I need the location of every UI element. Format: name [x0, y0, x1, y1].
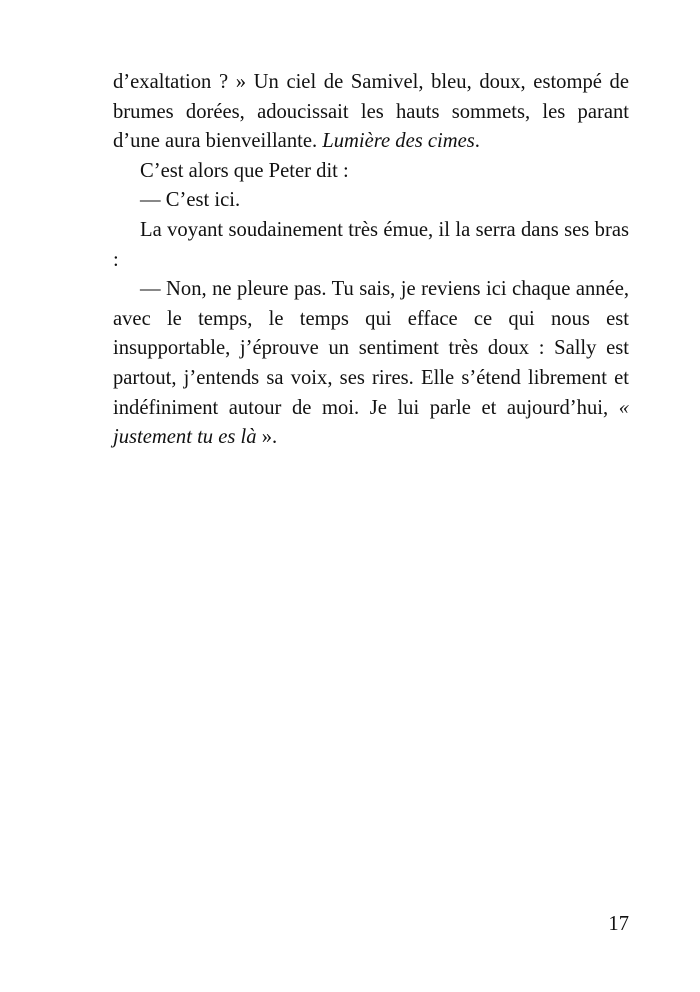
paragraph-2	[113, 157, 629, 187]
paragraph-1-text-b: .	[474, 130, 480, 153]
paragraph-5	[113, 275, 629, 453]
paragraph-5-text-b: ».	[256, 426, 278, 449]
page-number: 17	[608, 913, 629, 935]
paragraph-1-text-a: d’exaltation ? » Un ciel de Samivel, bleu, doux, estompé de brumes dorées, adoucissait les hauts sommets, les parant d’une aura bienveillante.	[113, 71, 629, 153]
paragraph-1-italic-phrase: Lumière des cimes	[322, 130, 475, 153]
paragraph-3	[113, 186, 629, 216]
body-text	[113, 68, 629, 453]
paragraph-3-text: — C’est ici.	[140, 189, 241, 212]
paragraph-4	[113, 216, 629, 275]
paragraph-4-text: La voyant soudainement très émue, il la serra dans ses bras :	[113, 218, 629, 271]
paragraph-5-italic-quote: « justement tu es là	[113, 396, 629, 449]
paragraph-5-text-a: — Non, ne pleure pas. Tu sais, je reviens ici chaque année, avec le temps, le temps qui efface ce qui nous est insupportable, j’éprouve un sentiment très doux : Sally est partout, j’entends sa voix, ses rires. Elle s’étend librement et indéfiniment autour de moi. Je lui parle et aujourd’hui,	[113, 278, 629, 419]
paragraph-1	[113, 68, 629, 157]
paragraph-2-text: C’est alors que Peter dit :	[140, 159, 349, 182]
